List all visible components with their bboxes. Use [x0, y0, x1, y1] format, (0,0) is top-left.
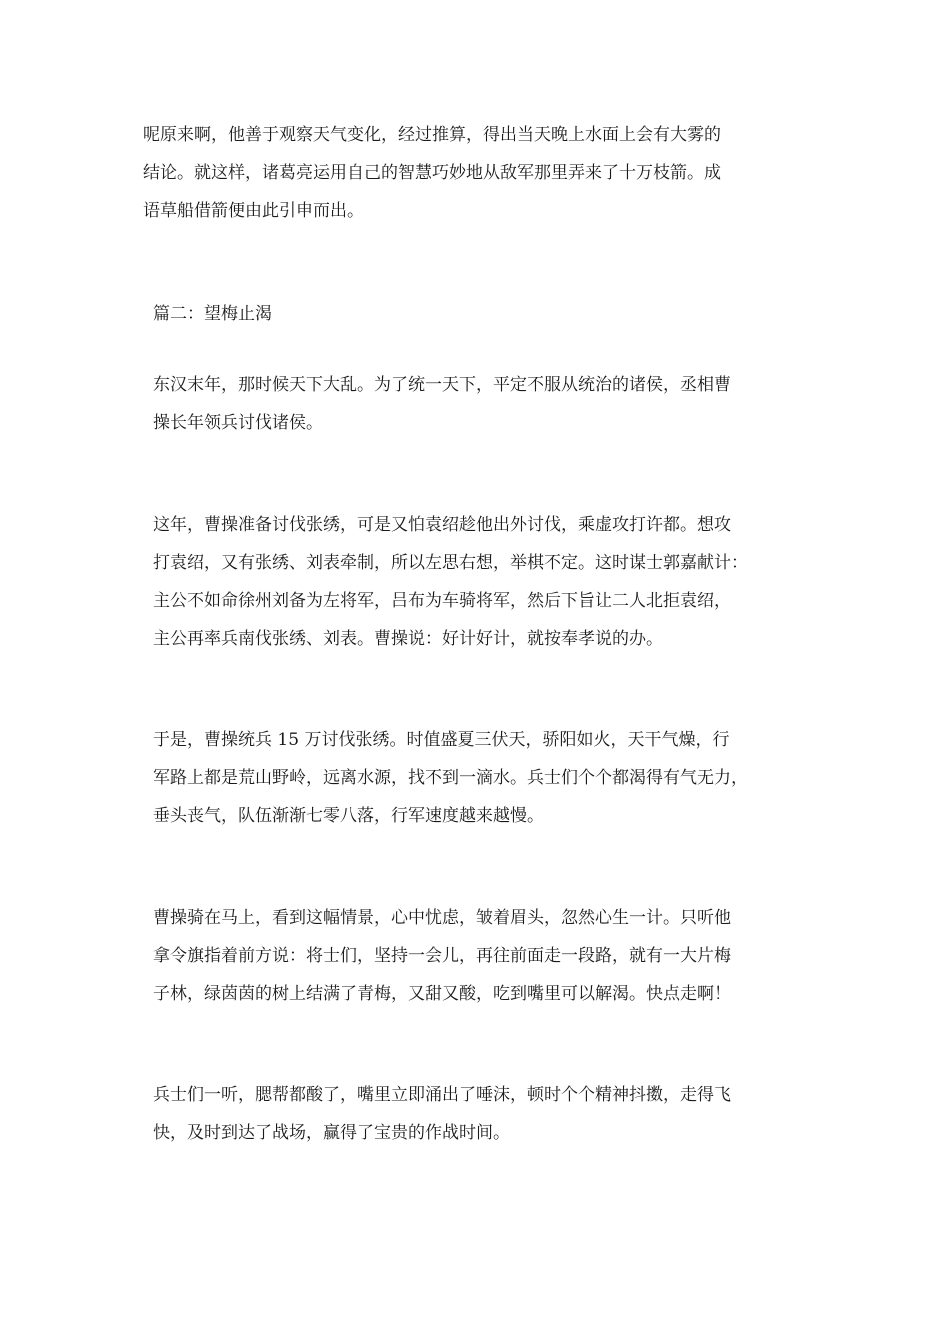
paragraph-intro-ending	[143, 116, 813, 230]
text-line: 这年，曹操准备讨伐张绣，可是又怕袁绍趁他出外讨伐，乘虚攻打许都。想攻	[153, 515, 731, 535]
text-line: 打袁绍，又有张绣、刘表牵制，所以左思右想，举棋不定。这时谋士郭嘉献计：	[153, 553, 748, 573]
text-line: 语草船借箭便由此引申而出。	[143, 201, 364, 221]
paragraph-march	[143, 721, 823, 835]
text-line: 操长年领兵讨伐诸侯。	[153, 413, 323, 433]
paragraph-outcome	[143, 1076, 823, 1152]
paragraph-strategy	[143, 506, 823, 658]
section-title: 篇二：望梅止渴	[153, 304, 272, 324]
text-line: 于是，曹操统兵 15 万讨伐张绣。时值盛夏三伏天，骄阳如火，天干气燥，行	[153, 730, 730, 750]
text-line: 垂头丧气，队伍渐渐七零八落，行军速度越来越慢。	[153, 806, 544, 826]
section-heading	[143, 295, 823, 333]
text-line: 军路上都是荒山野岭，远离水源，找不到一滴水。兵士们个个都渴得有气无力，	[153, 768, 748, 788]
paragraph-background	[143, 366, 823, 442]
text-line: 主公再率兵南伐张绣、刘表。曹操说：好计好计，就按奉孝说的办。	[153, 629, 663, 649]
text-line: 拿令旗指着前方说：将士们，坚持一会儿，再往前面走一段路，就有一大片梅	[153, 946, 731, 966]
paragraph-plum-trick	[143, 899, 823, 1013]
text-line: 呢原来啊，他善于观察天气变化，经过推算，得出当天晚上水面上会有大雾的	[143, 125, 721, 145]
text-line: 结论。就这样，诸葛亮运用自己的智慧巧妙地从敌军那里弄来了十万枝箭。成	[143, 163, 721, 183]
text-line: 主公不如命徐州刘备为左将军，吕布为车骑将军，然后下旨让二人北拒袁绍，	[153, 591, 731, 611]
text-line: 曹操骑在马上，看到这幅情景，心中忧虑，皱着眉头，忽然心生一计。只听他	[153, 908, 731, 928]
text-line: 兵士们一听，腮帮都酸了，嘴里立即涌出了唾沫，顿时个个精神抖擞，走得飞	[153, 1085, 731, 1105]
text-line: 子林，绿茵茵的树上结满了青梅，又甜又酸，吃到嘴里可以解渴。快点走啊！	[153, 984, 731, 1004]
text-line: 东汉末年，那时候天下大乱。为了统一天下，平定不服从统治的诸侯，丞相曹	[153, 375, 731, 395]
text-line: 快，及时到达了战场，赢得了宝贵的作战时间。	[153, 1123, 510, 1143]
